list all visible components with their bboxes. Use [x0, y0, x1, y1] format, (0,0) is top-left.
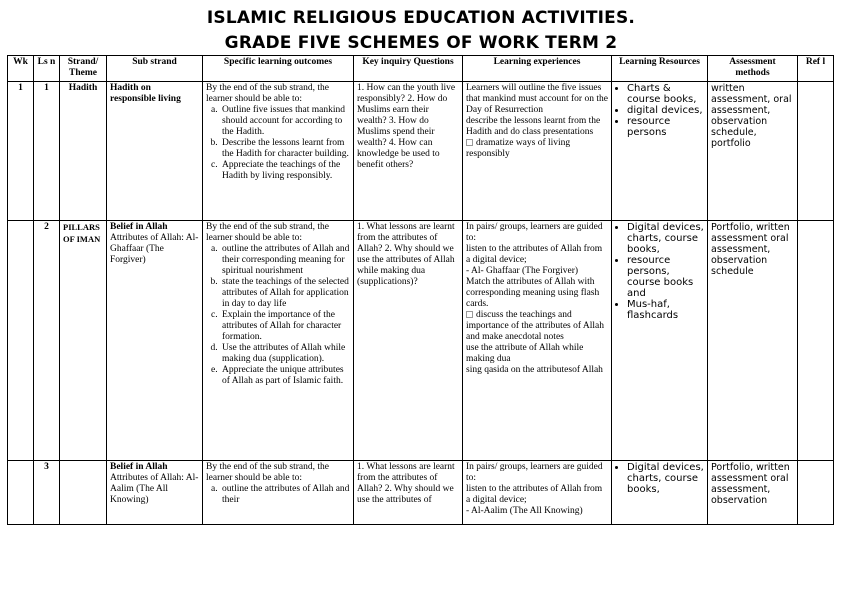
- experiences-cell: [463, 221, 612, 461]
- list-item: b. Describe the lessons learnt from the Hadith for character building.: [220, 138, 350, 160]
- experiences-cell: [463, 82, 612, 221]
- strand-cell: [60, 461, 107, 525]
- reflection-cell: [798, 461, 834, 525]
- header-row: [8, 56, 834, 82]
- resources-list: [615, 222, 704, 321]
- outcomes-list: [206, 484, 350, 506]
- list-item: • digital devices,: [627, 105, 704, 116]
- lesson-cell: 1: [34, 82, 60, 221]
- experience-text: In pairs/ groups, learners are guided to:: [466, 462, 603, 483]
- list-item: • resource persons: [627, 116, 704, 138]
- checkbox-bullet-icon: [466, 139, 473, 146]
- experience-bullet: [466, 138, 608, 160]
- experience-text: dramatize ways of living responsibly: [466, 138, 571, 159]
- assessment-cell: Portfolio, written assessment oral assessment, observation: [708, 461, 798, 525]
- outcomes-intro: By the end of the sub strand, the learner should be able to:: [206, 222, 329, 243]
- document-title-line-1: ISLAMIC RELIGIOUS EDUCATION ACTIVITIES.: [206, 8, 636, 28]
- lesson-cell: 3: [34, 461, 60, 525]
- reflection-cell: [798, 221, 834, 461]
- questions-cell: 1. How can the youth live responsibly? 2. How do Muslims earn their wealth? 3. How do Muslims spend their wealth? 4. How can knowledge be used to benefit others?: [354, 82, 463, 221]
- experience-text: Learners will outline the five issues that mankind must account for on the Day of Resurrection: [466, 83, 608, 115]
- experience-text: - Al- Ghaffaar (The Forgiver): [466, 266, 579, 276]
- assessment-cell: written assessment, oral assessment, observation schedule, portfolio: [708, 82, 798, 221]
- resources-cell: [612, 221, 708, 461]
- table-row: [8, 461, 834, 525]
- questions-cell: 1. What lessons are learnt from the attributes of Allah? 2. Why should we use the attributes of Allah while making dua (supplications)?: [354, 221, 463, 461]
- document-title-line-2: GRADE FIVE SCHEMES OF WORK TERM 2: [224, 33, 618, 53]
- week-cell: 1: [8, 82, 34, 221]
- questions-cell: 1. What lessons are learnt from the attributes of Allah? 2. Why should we use the attributes of: [354, 461, 463, 525]
- experience-text: discuss the teachings and importance of the attributes of Allah and make anecdotal notes: [466, 310, 604, 342]
- strand-cell: Hadith: [60, 82, 107, 221]
- list-item: • Mus-haf, flashcards: [627, 299, 704, 321]
- list-item: b. state the teachings of the selected attributes of Allah for application in day to day life: [220, 277, 350, 310]
- list-item: a. outline the attributes of Allah and their: [220, 484, 350, 506]
- week-cell: [8, 221, 34, 461]
- header-reflection: Ref l: [798, 56, 834, 82]
- strand-cell: [60, 221, 107, 461]
- resources-list: [615, 462, 704, 495]
- table-row: [8, 82, 834, 221]
- experience-text: listen to the attributes of Allah from a digital device;: [466, 244, 603, 265]
- table-row: [8, 221, 834, 461]
- experiences-cell: [463, 461, 612, 525]
- experience-text: describe the lessons learnt from the Hadith and do class presentations: [466, 116, 601, 137]
- header-assessment: Assessment methods: [708, 56, 798, 82]
- list-item: • resource persons, course books and: [627, 255, 704, 299]
- list-item: c. Appreciate the teachings of the Hadith by living responsibly.: [220, 160, 350, 182]
- experience-text: - Al-Aalim (The All Knowing): [466, 506, 583, 516]
- sub-strand-title: Belief in Allah: [110, 462, 168, 472]
- week-cell: [8, 461, 34, 525]
- strand-text: PILLARS OF IMAN: [63, 222, 101, 244]
- experience-text: listen to the attributes of Allah from a digital device;: [466, 484, 603, 505]
- outcomes-intro: By the end of the sub strand, the learner should be able to:: [206, 462, 329, 483]
- outcomes-list: [206, 244, 350, 387]
- header-outcomes: Specific learning outcomes: [203, 56, 354, 82]
- experience-text: sing qasida on the attributesof Allah: [466, 365, 603, 375]
- experience-bullet: [466, 310, 608, 343]
- header-strand: Strand/ Theme: [60, 56, 107, 82]
- list-item: • Digital devices, charts, course books,: [627, 222, 704, 255]
- sub-strand-cell: [107, 461, 203, 525]
- sub-strand-title: Belief in Allah: [110, 222, 168, 232]
- header-week: Wk: [8, 56, 34, 82]
- assessment-cell: Portfolio, written assessment oral assessment, observation schedule: [708, 221, 798, 461]
- header-sub-strand: Sub strand: [107, 56, 203, 82]
- outcomes-cell: [203, 461, 354, 525]
- outcomes-cell: [203, 221, 354, 461]
- resources-list: [615, 83, 704, 138]
- outcomes-cell: [203, 82, 354, 221]
- header-questions: Key inquiry Questions: [354, 56, 463, 82]
- experience-text: Match the attributes of Allah with corresponding meaning using flash cards.: [466, 277, 600, 309]
- list-item: e. Appreciate the unique attributes of Allah as part of Islamic faith.: [220, 365, 350, 387]
- sub-strand-cell: [107, 82, 203, 221]
- outcomes-list: [206, 105, 350, 182]
- list-item: a. outline the attributes of Allah and their corresponding meaning for spiritual nourishment: [220, 244, 350, 277]
- lesson-cell: 2: [34, 221, 60, 461]
- list-item: • Digital devices, charts, course books,: [627, 462, 704, 495]
- experience-text: use the attribute of Allah while making dua: [466, 343, 584, 364]
- sub-strand-cell: [107, 221, 203, 461]
- list-item: d. Use the attributes of Allah while making dua (supplication).: [220, 343, 350, 365]
- experience-text: In pairs/ groups, learners are guided to:: [466, 222, 603, 243]
- resources-cell: [612, 461, 708, 525]
- header-resources: Learning Resources: [612, 56, 708, 82]
- checkbox-bullet-icon: [466, 311, 473, 318]
- header-lesson: Ls n: [34, 56, 60, 82]
- resources-cell: [612, 82, 708, 221]
- list-item: • Charts & course books,: [627, 83, 704, 105]
- sub-strand-detail: Attributes of Allah: Al-Aalim (The All Knowing): [110, 473, 199, 505]
- reflection-cell: [798, 82, 834, 221]
- sub-strand-detail: Attributes of Allah: Al-Ghaffaar (The Forgiver): [110, 233, 199, 265]
- header-experiences: Learning experiences: [463, 56, 612, 82]
- scheme-of-work-table: [7, 55, 834, 525]
- list-item: a. Outline five issues that mankind should account for according to the Hadith.: [220, 105, 350, 138]
- sub-strand-title: Hadith on responsible living: [110, 83, 181, 104]
- outcomes-intro: By the end of the sub strand, the learner should be able to:: [206, 83, 329, 104]
- list-item: c. Explain the importance of the attributes of Allah for character formation.: [220, 310, 350, 343]
